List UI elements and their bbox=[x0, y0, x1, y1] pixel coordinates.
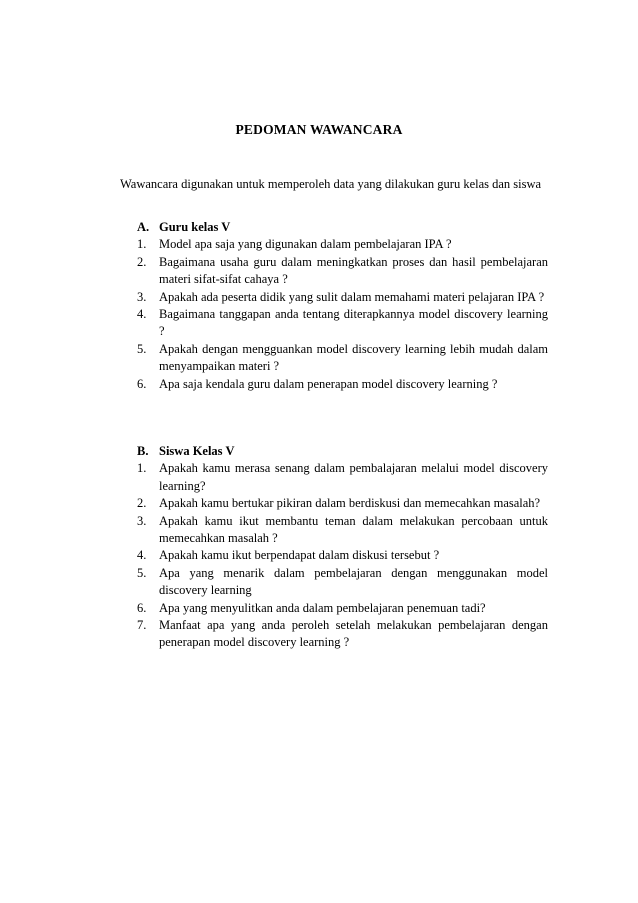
question-list bbox=[137, 236, 548, 393]
question-number: 5. bbox=[137, 341, 147, 356]
question-text: Apakah ada peserta didik yang sulit dalam memahami materi pelajaran IPA ? bbox=[159, 289, 545, 304]
page-title: PEDOMAN WAWANCARA bbox=[235, 122, 403, 137]
question-number: 3. bbox=[137, 513, 147, 528]
question-text: Apa saja kendala guru dalam penerapan model discovery learning ? bbox=[159, 376, 498, 391]
section-siswa bbox=[137, 443, 548, 652]
question-number: 6. bbox=[137, 600, 147, 615]
question-text: Apakah kamu ikut berpendapat dalam diskusi tersebut ? bbox=[159, 548, 440, 563]
question-item bbox=[137, 376, 548, 393]
question-text: Apa yang menarik dalam pembelajaran dengan menggunakan model discovery learning bbox=[159, 565, 548, 598]
question-item bbox=[137, 617, 548, 652]
question-item bbox=[137, 236, 548, 253]
section-guru bbox=[137, 219, 548, 393]
section-heading bbox=[137, 443, 548, 460]
question-number: 1. bbox=[137, 461, 147, 476]
question-number: 2. bbox=[137, 496, 147, 511]
question-number: 6. bbox=[137, 376, 147, 391]
question-text: Apakah dengan mengguankan model discovery learning lebih mudah dalam menyampaikan materi ? bbox=[159, 341, 548, 374]
question-item bbox=[137, 565, 548, 600]
question-number: 1. bbox=[137, 237, 147, 252]
question-number: 4. bbox=[137, 548, 147, 563]
question-number: 2. bbox=[137, 254, 147, 269]
question-text: Bagaimana usaha guru dalam meningkatkan proses dan hasil pembelajaran materi sifat-sifat cahaya ? bbox=[159, 254, 548, 287]
question-item bbox=[137, 306, 548, 341]
question-text: Bagaimana tanggapan anda tentang diterapkannya model discovery learning ? bbox=[159, 307, 548, 339]
question-item bbox=[137, 341, 548, 376]
question-item bbox=[137, 495, 548, 512]
section-title: Siswa Kelas V bbox=[159, 444, 235, 458]
question-item bbox=[137, 289, 548, 306]
section-heading bbox=[137, 219, 548, 236]
question-text: Manfaat apa yang anda peroleh setelah melakukan pembelajaran dengan penerapan model discovery learning ? bbox=[159, 618, 548, 650]
section-marker: B. bbox=[137, 444, 149, 458]
question-number: 3. bbox=[137, 289, 147, 304]
section-title: Guru kelas V bbox=[159, 220, 231, 234]
question-text: Apakah kamu ikut membantu teman dalam melakukan percobaan untuk memecahkan masalah ? bbox=[159, 513, 548, 546]
question-number: 7. bbox=[137, 618, 147, 633]
question-number: 5. bbox=[137, 565, 147, 580]
question-text: Apa yang menyulitkan anda dalam pembelajaran penemuan tadi? bbox=[159, 600, 486, 615]
question-list bbox=[137, 460, 548, 651]
question-item bbox=[137, 513, 548, 548]
question-item bbox=[137, 600, 548, 617]
question-text: Apakah kamu bertukar pikiran dalam berdiskusi dan memecahkan masalah? bbox=[159, 496, 541, 511]
question-number: 4. bbox=[137, 307, 147, 322]
section-marker: A. bbox=[137, 220, 150, 234]
question-item bbox=[137, 254, 548, 289]
question-item bbox=[137, 460, 548, 495]
question-text: Apakah kamu merasa senang dalam pembalajaran melalui model discovery learning? bbox=[159, 461, 548, 493]
question-item bbox=[137, 547, 548, 564]
question-text: Model apa saja yang digunakan dalam pembelajaran IPA ? bbox=[159, 237, 452, 252]
intro-paragraph: Wawancara digunakan untuk memperoleh data yang dilakukan guru kelas dan siswa bbox=[120, 177, 542, 191]
